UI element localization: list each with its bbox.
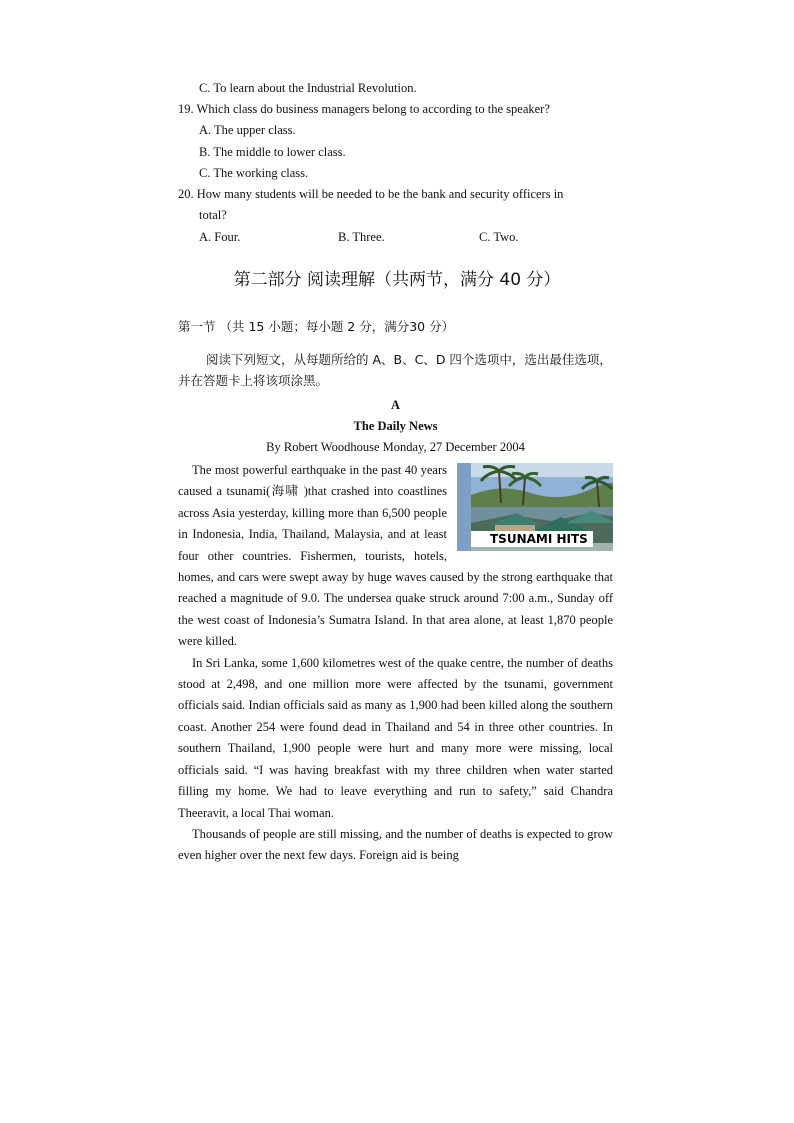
q20-option-a: A. Four. [199, 230, 241, 244]
q20-options [0, 229, 794, 245]
q20-option-b: B. Three. [338, 230, 385, 244]
tsunami-photo [457, 463, 613, 551]
passage-byline: By Robert Woodhouse Monday, 27 December 2004 [266, 440, 525, 454]
photo-caption: TSUNAMI HITS [471, 531, 593, 547]
paragraph-3: Thousands of people are still missing, and the number of deaths is expected to grow even higher over the next few days. Foreign aid is being [178, 826, 613, 863]
paragraph-1-text: The most powerful earthquake in the past 40 years caused a tsunami(海啸 )that crashed into coastlines across Asia yesterday, killing more than 6,500 people in Indonesia, India, Thailand, Malaysia, and at least four other countries. Fishermen, tourists, hotels, homes, and cars were swept away by huge waves caused by the strong earthquake that reached a magnitude of 9.0. The undersea quake struck around 7:00 a.m., Sunday off the west coast of Indonesia’s Sumatra Island. In that area alone, at least 1,870 people were killed. [178, 463, 613, 649]
q18-option-c: C. To learn about the Industrial Revolution. [199, 81, 417, 95]
article-body [178, 460, 613, 867]
instruction: 阅读下列短文，从每题所给的 A、B、C、D 四个选项中，选出最佳选项，并在答题卡上将该项涂黑。 [178, 352, 612, 388]
section-title: 第二部分 阅读理解（共两节，满分 40 分） [233, 270, 561, 290]
paragraph-1 [178, 460, 613, 653]
q19-option-b: B. The middle to lower class. [199, 145, 346, 159]
paragraph-2: In Sri Lanka, some 1,600 kilometres west of the quake centre, the number of deaths stood at 2,498, and one million more were affected by the tsunami, government officials said. Indian officials said as many as 1,900 had been killed along the southern coast. Another 254 were found dead in Thailand and 54 in three other countries. In southern Thailand, 1,900 people were hurt and many more were missing, local officials said. “I was having breakfast with my three children when water started filling my home. We had to leave everything and run to safety,” said Chandra Theeravit, a local Thai woman. [178, 655, 613, 820]
passage-title: The Daily News [353, 419, 438, 433]
q19-option-a: A. The upper class. [199, 123, 296, 137]
passage-letter: A [390, 398, 401, 412]
q19-question: 19. Which class do business managers belong to according to the speaker? [178, 102, 550, 116]
q20-question-line2: total? [199, 208, 227, 222]
q20-option-c: C. Two. [479, 230, 519, 244]
subsection-title: 第一节 （共 15 小题；每小题 2 分，满分30 分） [178, 319, 455, 334]
q19-option-c: C. The working class. [199, 166, 309, 180]
q20-question-line1: 20. How many students will be needed to be the bank and security officers in [178, 187, 564, 201]
